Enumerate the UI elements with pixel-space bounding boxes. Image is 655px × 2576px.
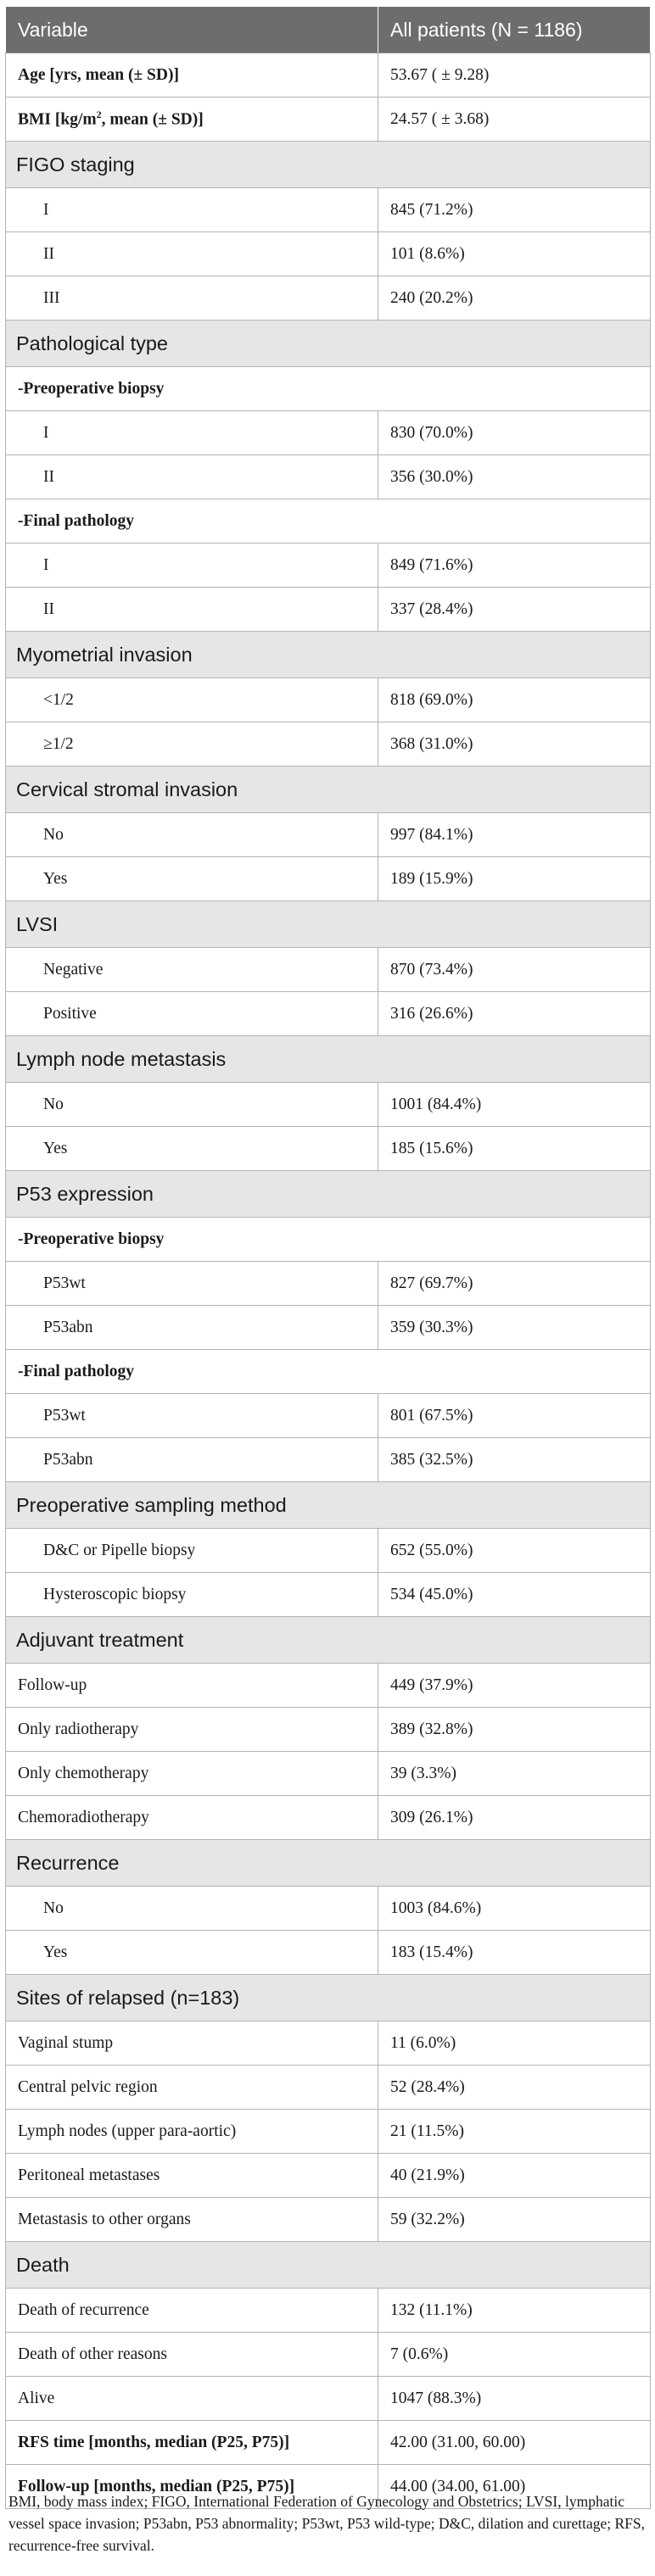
subsection-label: -Final pathology <box>6 499 651 544</box>
section-header-row <box>6 632 651 678</box>
section-label: Myometrial invasion <box>6 632 651 678</box>
section-label: Preoperative sampling method <box>6 1482 651 1529</box>
value-cell: 449 (37.9%) <box>378 1664 651 1708</box>
table-row <box>6 2333 651 2377</box>
section-header-row <box>6 321 651 367</box>
table-row <box>6 1887 651 1931</box>
variable-cell: P53abn <box>6 1438 378 1482</box>
variable-cell: Hysteroscopic biopsy <box>6 1573 378 1617</box>
table-row <box>6 857 651 901</box>
variable-cell: P53wt <box>6 1394 378 1438</box>
table-row <box>6 1083 651 1127</box>
value-cell: 53.67 ( ± 9.28) <box>378 53 651 98</box>
table-footnote: BMI, body mass index; FIGO, International Federation of Gynecology and Obstetrics; LVSI, lymphatic vessel space invasion; P53abn, P53 abnormality; P53wt, P53 wild-type; D&C, dilation and curettage; RFS, recurrence-free survival. <box>8 2493 645 2554</box>
variable-cell: Central pelvic region <box>6 2066 378 2110</box>
variable-cell: II <box>6 588 378 632</box>
variable-cell: Death of recurrence <box>6 2289 378 2333</box>
variable-cell: I <box>6 411 378 455</box>
value-cell: 24.57 ( ± 3.68) <box>378 98 651 142</box>
section-label: Adjuvant treatment <box>6 1617 651 1664</box>
section-header-row <box>6 1617 651 1664</box>
table-row <box>6 1664 651 1708</box>
table-row <box>6 53 651 98</box>
table-row <box>6 2110 651 2154</box>
value-cell: 101 (8.6%) <box>378 232 651 276</box>
section-label: Sites of relapsed (n=183) <box>6 1975 651 2021</box>
value-cell: 21 (11.5%) <box>378 2110 651 2154</box>
value-cell: 997 (84.1%) <box>378 813 651 857</box>
patient-characteristics-table <box>5 6 651 2509</box>
value-cell: 827 (69.7%) <box>378 1262 651 1306</box>
variable-cell: Yes <box>6 1931 378 1975</box>
table-body <box>6 53 651 2509</box>
value-cell: 818 (69.0%) <box>378 678 651 722</box>
table-row <box>6 1394 651 1438</box>
table-row <box>6 1708 651 1752</box>
value-cell: 185 (15.6%) <box>378 1127 651 1171</box>
variable-cell: Metastasis to other organs <box>6 2198 378 2242</box>
table-header-row <box>6 7 651 53</box>
value-cell: 132 (11.1%) <box>378 2289 651 2333</box>
table-row <box>6 722 651 767</box>
variable-cell: D&C or Pipelle biopsy <box>6 1529 378 1573</box>
variable-cell: P53wt <box>6 1262 378 1306</box>
value-cell: 52 (28.4%) <box>378 2066 651 2110</box>
subsection-label: -Preoperative biopsy <box>6 367 651 411</box>
bmi-label-end: , mean (± SD)] <box>101 110 204 129</box>
variable-cell: Age [yrs, mean (± SD)] <box>6 53 378 98</box>
subsection-label: -Final pathology <box>6 1350 651 1394</box>
variable-cell: Yes <box>6 857 378 901</box>
variable-cell: Vaginal stump <box>6 2021 378 2066</box>
header-all-patients: All patients (N = 1186) <box>378 7 651 53</box>
section-label: Recurrence <box>6 1840 651 1887</box>
variable-cell: I <box>6 544 378 588</box>
value-cell: 189 (15.9%) <box>378 857 651 901</box>
value-cell: 42.00 (31.00, 60.00) <box>378 2421 651 2465</box>
value-cell: 1003 (84.6%) <box>378 1887 651 1931</box>
section-label: Death <box>6 2242 651 2289</box>
value-cell: 40 (21.9%) <box>378 2154 651 2198</box>
variable-cell: RFS time [months, median (P25, P75)] <box>6 2421 378 2465</box>
table-row <box>6 544 651 588</box>
table-row <box>6 98 651 142</box>
variable-cell: III <box>6 276 378 321</box>
subsection-row <box>6 1350 651 1394</box>
value-cell: 44.00 (34.00, 61.00) <box>378 2465 651 2509</box>
table-row <box>6 1573 651 1617</box>
section-label: Pathological type <box>6 321 651 367</box>
variable-cell: II <box>6 232 378 276</box>
table-row <box>6 1931 651 1975</box>
table-row <box>6 276 651 321</box>
value-cell: 316 (26.6%) <box>378 992 651 1036</box>
table-row <box>6 2289 651 2333</box>
value-cell: 870 (73.4%) <box>378 948 651 992</box>
section-header-row <box>6 1036 651 1083</box>
variable-cell: Positive <box>6 992 378 1036</box>
variable-cell: Lymph nodes (upper para-aortic) <box>6 2110 378 2154</box>
value-cell: 534 (45.0%) <box>378 1573 651 1617</box>
table-row <box>6 2021 651 2066</box>
value-cell: 389 (32.8%) <box>378 1708 651 1752</box>
table-row <box>6 678 651 722</box>
bmi-label-superscript: 2 <box>96 109 102 121</box>
value-cell: 59 (32.2%) <box>378 2198 651 2242</box>
bmi-label-start: BMI [kg/m <box>18 110 97 129</box>
variable-cell: Only radiotherapy <box>6 1708 378 1752</box>
value-cell: 7 (0.6%) <box>378 2333 651 2377</box>
value-cell: 183 (15.4%) <box>378 1931 651 1975</box>
value-cell: 1001 (84.4%) <box>378 1083 651 1127</box>
section-header-row <box>6 1840 651 1887</box>
value-cell: 309 (26.1%) <box>378 1796 651 1840</box>
value-cell: 652 (55.0%) <box>378 1529 651 1573</box>
section-label: Lymph node metastasis <box>6 1036 651 1083</box>
table-row <box>6 1752 651 1796</box>
variable-cell: Follow-up [months, median (P25, P75)] <box>6 2465 378 2509</box>
section-label: Cervical stromal invasion <box>6 767 651 813</box>
variable-cell: Negative <box>6 948 378 992</box>
variable-cell: Alive <box>6 2377 378 2421</box>
value-cell: 356 (30.0%) <box>378 455 651 499</box>
variable-cell: Follow-up <box>6 1664 378 1708</box>
variable-cell: Chemoradiotherapy <box>6 1796 378 1840</box>
section-header-row <box>6 767 651 813</box>
value-cell: 385 (32.5%) <box>378 1438 651 1482</box>
variable-cell: No <box>6 813 378 857</box>
table-row <box>6 2377 651 2421</box>
value-cell: 337 (28.4%) <box>378 588 651 632</box>
value-cell: 368 (31.0%) <box>378 722 651 767</box>
section-header-row <box>6 901 651 948</box>
table-row <box>6 2154 651 2198</box>
table-row <box>6 948 651 992</box>
table-row <box>6 411 651 455</box>
subsection-row <box>6 499 651 544</box>
section-header-row <box>6 1482 651 1529</box>
table-row <box>6 1127 651 1171</box>
variable-cell: ≥1/2 <box>6 722 378 767</box>
variable-cell: II <box>6 455 378 499</box>
variable-cell: I <box>6 188 378 232</box>
table-row <box>6 1262 651 1306</box>
section-header-row <box>6 1171 651 1218</box>
variable-cell <box>6 98 378 142</box>
section-label: FIGO staging <box>6 142 651 188</box>
table-row <box>6 455 651 499</box>
table-row <box>6 232 651 276</box>
section-header-row <box>6 1975 651 2021</box>
subsection-row <box>6 1218 651 1262</box>
value-cell: 1047 (88.3%) <box>378 2377 651 2421</box>
table-row <box>6 2198 651 2242</box>
value-cell: 39 (3.3%) <box>378 1752 651 1796</box>
table-row <box>6 1438 651 1482</box>
section-label: P53 expression <box>6 1171 651 1218</box>
value-cell: 11 (6.0%) <box>378 2021 651 2066</box>
table-row <box>6 1796 651 1840</box>
variable-cell: Death of other reasons <box>6 2333 378 2377</box>
table-row <box>6 992 651 1036</box>
variable-cell: <1/2 <box>6 678 378 722</box>
value-cell: 801 (67.5%) <box>378 1394 651 1438</box>
value-cell: 849 (71.6%) <box>378 544 651 588</box>
variable-cell: Only chemotherapy <box>6 1752 378 1796</box>
table-row <box>6 813 651 857</box>
variable-cell: Peritoneal metastases <box>6 2154 378 2198</box>
variable-cell: Yes <box>6 1127 378 1171</box>
value-cell: 240 (20.2%) <box>378 276 651 321</box>
subsection-label: -Preoperative biopsy <box>6 1218 651 1262</box>
section-header-row <box>6 142 651 188</box>
table-row <box>6 1306 651 1350</box>
variable-cell: No <box>6 1887 378 1931</box>
value-cell: 359 (30.3%) <box>378 1306 651 1350</box>
variable-cell: P53abn <box>6 1306 378 1350</box>
subsection-row <box>6 367 651 411</box>
table-row <box>6 588 651 632</box>
table-row <box>6 188 651 232</box>
table-row <box>6 1529 651 1573</box>
section-header-row <box>6 2242 651 2289</box>
header-variable: Variable <box>6 7 378 53</box>
value-cell: 845 (71.2%) <box>378 188 651 232</box>
table-row <box>6 2066 651 2110</box>
table-row <box>6 2421 651 2465</box>
variable-cell: No <box>6 1083 378 1127</box>
section-label: LVSI <box>6 901 651 948</box>
value-cell: 830 (70.0%) <box>378 411 651 455</box>
